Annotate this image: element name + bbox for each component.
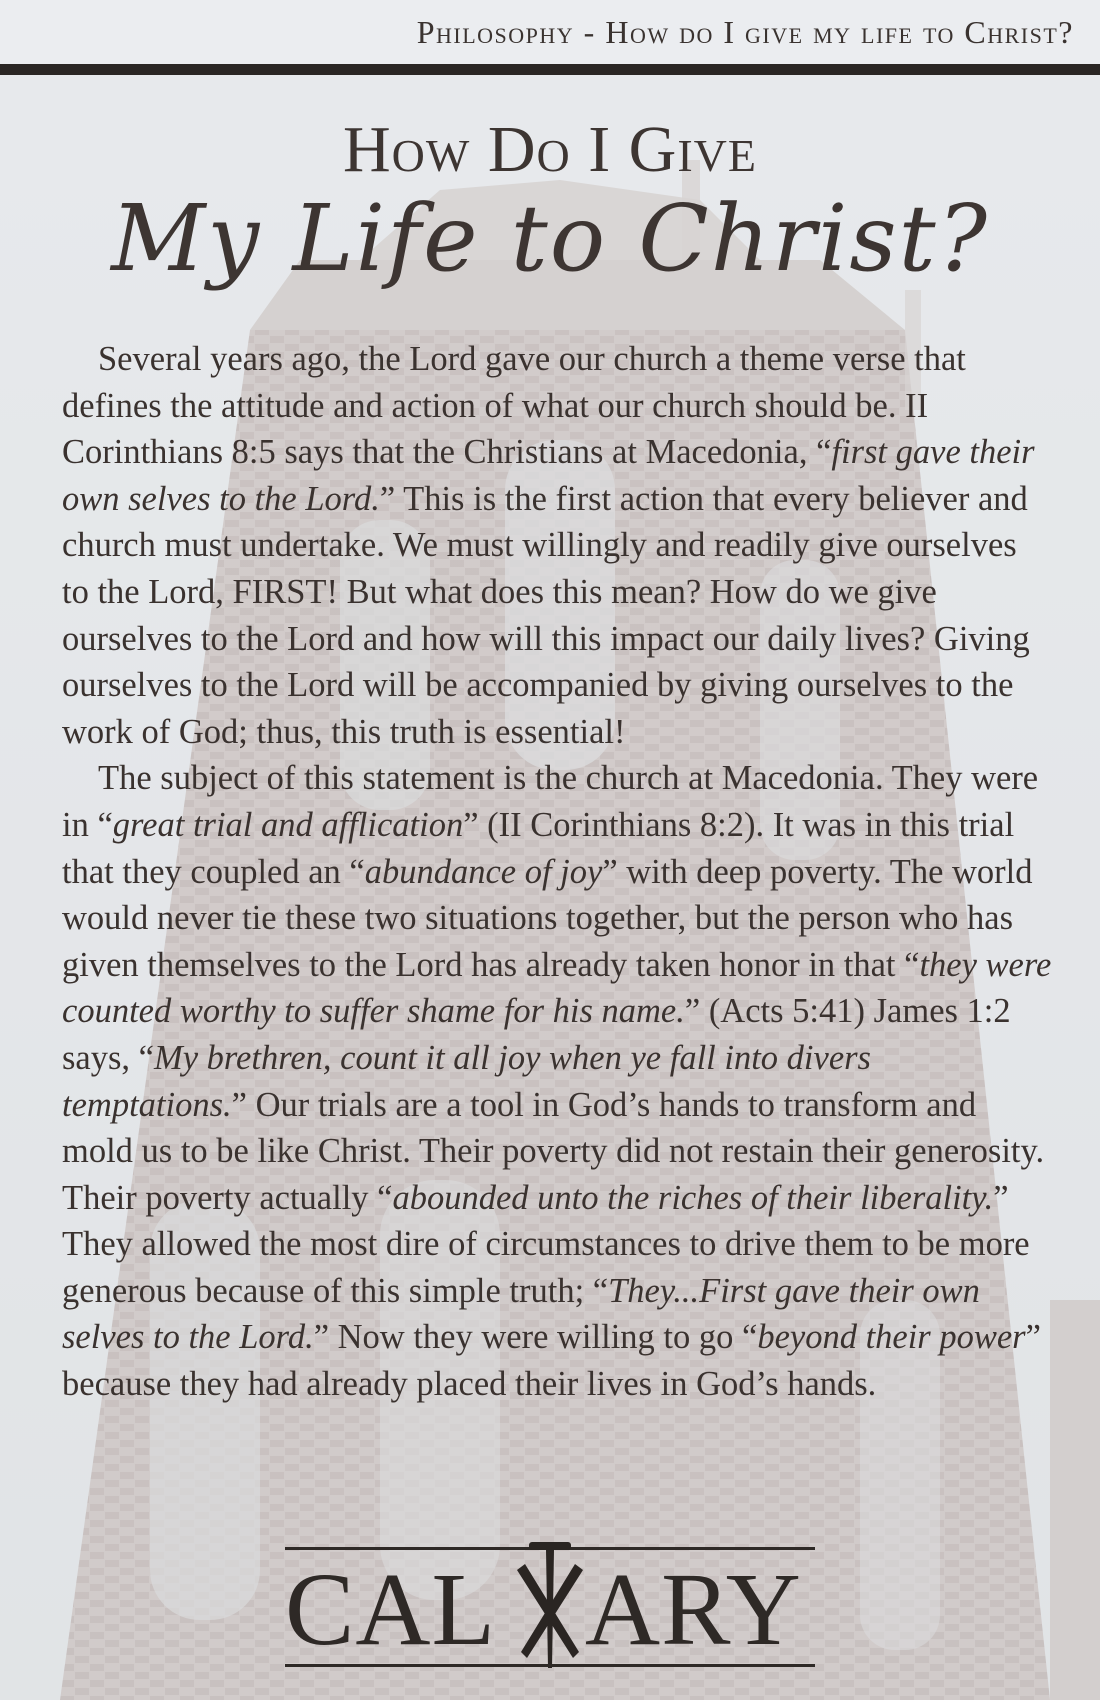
- scripture-quote: they were counted worthy to suffer shame for his name.: [62, 945, 1052, 1031]
- text-run: ” (II Corinthians 8:2). It was in this trial that they coupled an “: [62, 805, 1015, 891]
- svg-text:CAL: CAL: [285, 1552, 496, 1662]
- scripture-quote: great trial and afflication: [112, 805, 464, 844]
- calvary-logo: [285, 1540, 815, 1670]
- text-run: ” (Acts 5:41) James 1:2 says, “: [62, 992, 1011, 1077]
- header-bar: [0, 0, 1100, 64]
- scripture-quote: abundance of joy: [364, 852, 603, 891]
- text-run: ” Our trials are a tool in God’s hands to transform and mold us to be like Christ. Their poverty did not restain their generosity. Their poverty actually “: [62, 1085, 1045, 1217]
- text-run: ” with deep poverty. The world would never tie these two situations together, but the person who has given themselves to the Lord has already taken honor in that “: [62, 852, 1033, 984]
- scripture-quote: beyond their power: [757, 1318, 1026, 1357]
- article-body: [62, 336, 1052, 1408]
- text-run: ” Now they were willing to go “: [313, 1318, 758, 1357]
- scripture-quote: They...First gave their own selves to the Lord.: [62, 1271, 980, 1357]
- text-run: Several years ago, the Lord gave our church a theme verse that defines the attitude and action of what our church should be. II Corinthians 8:5 says that the Christians at Macedonia, “: [62, 340, 966, 472]
- scripture-quote: My brethren, count it all joy when ye fall into divers temptations.: [62, 1038, 871, 1124]
- paragraph-1: [62, 336, 1052, 755]
- scripture-quote: first gave their own selves to the Lord.: [62, 433, 1035, 518]
- scripture-quote: abounded unto the riches of their liberality.: [392, 1178, 994, 1217]
- header-title: Philosophy - How do I give my life to Christ?: [416, 14, 1074, 50]
- header-divider: [0, 64, 1100, 75]
- text-run: ” This is the first action that every believer and church must undertake. We must willingly and readily give ourselves to the Lord, FIRST! But what does this mean? How do we give ourselves to the Lord and how will this impact our daily lives? Giving ourselves to the Lord will be accompanied by giving ourselves to the work of God; thus, this truth is essential!: [62, 479, 1030, 751]
- paragraph-2: [62, 755, 1052, 1407]
- text-run: ” because they had already placed their lives in God’s hands.: [62, 1318, 1041, 1404]
- page-title-line2: My Life to Christ?: [111, 185, 989, 292]
- text-run: The subject of this statement is the church at Macedonia. They were in “: [62, 759, 1039, 844]
- page-title-line1: How Do I Give: [343, 113, 757, 186]
- svg-text:ARY: ARY: [585, 1552, 802, 1662]
- three-nails-icon: [513, 1540, 587, 1672]
- logo-rule-bottom: [285, 1664, 815, 1667]
- text-run: ” They allowed the most dire of circumstances to drive them to be more generous because of this simple truth; “: [62, 1178, 1030, 1310]
